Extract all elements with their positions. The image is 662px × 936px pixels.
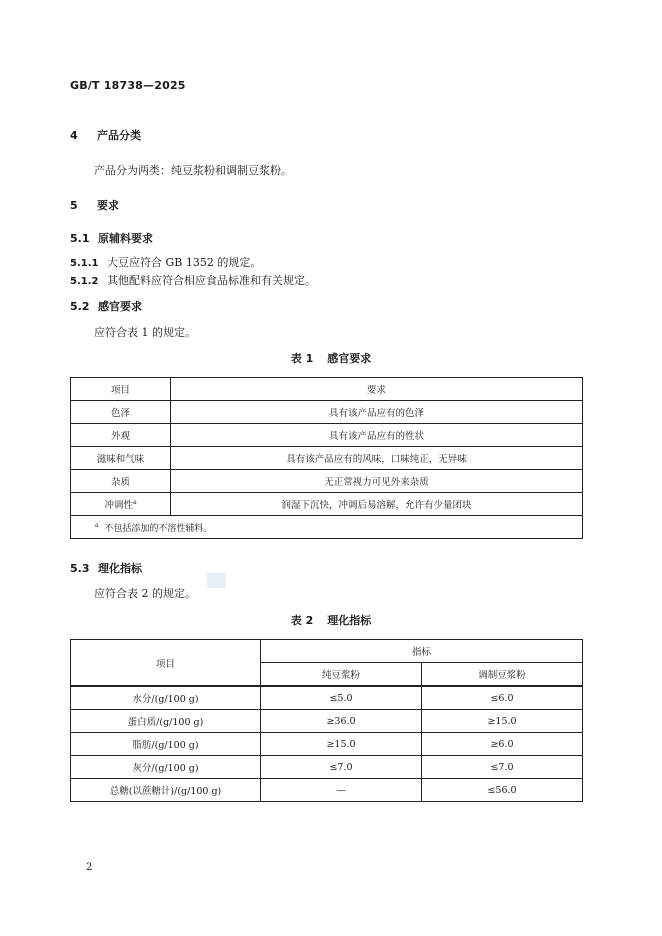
section-5-2-text: 应符合表 1 的规定。: [94, 326, 196, 339]
table-row: [71, 424, 583, 447]
section-title: 要求: [97, 199, 119, 212]
standard-code: GB/T 18738—2025: [70, 79, 186, 92]
table-row: [71, 733, 583, 756]
cell-pure: —: [261, 779, 422, 802]
table-footnote-row: [71, 516, 583, 539]
section-4-heading: [70, 127, 141, 143]
table-1-caption: [0, 350, 662, 366]
section-number: 5.1: [70, 232, 90, 245]
cell-mixed: ≤6.0: [422, 686, 583, 710]
table-row: [71, 686, 583, 710]
cell-requirement: 具有该产品应有的色泽: [171, 401, 583, 424]
cell-pure: ≥15.0: [261, 733, 422, 756]
table-row: [71, 756, 583, 779]
cell-pure: ≤5.0: [261, 686, 422, 710]
cell-item: 总糖(以蔗糖计)/(g/100 g): [71, 779, 261, 802]
cell-item: 灰分/(g/100 g): [71, 756, 261, 779]
header-cell-item: 项目: [71, 378, 171, 401]
footnote-marker: a: [132, 498, 137, 506]
cell-pure: ≥36.0: [261, 710, 422, 733]
cell-item: 色泽: [71, 401, 171, 424]
header-cell-mixed: 调制豆浆粉: [422, 663, 583, 687]
table-header-row: [71, 378, 583, 401]
cell-item: 杂质: [71, 470, 171, 493]
cell-requirement: 具有该产品应有的性状: [171, 424, 583, 447]
section-5-3-heading: [70, 560, 142, 576]
section-5-heading: [70, 197, 119, 213]
cell-mixed: ≥15.0: [422, 710, 583, 733]
table-row: [71, 401, 583, 424]
cell-requirement: 润湿下沉快，冲调后易溶解，允许有少量团块: [171, 493, 583, 516]
footnote-marker: a: [95, 521, 99, 529]
clause-5-1-2: [70, 272, 316, 288]
section-5-2-heading: [70, 298, 142, 314]
footnote-text: 不包括添加的不溶性辅料。: [104, 523, 213, 534]
table-1-sensory: [70, 377, 583, 539]
section-number: 5.3: [70, 562, 90, 575]
item-text: 冲调性: [104, 500, 133, 511]
section-title: 理化指标: [98, 562, 142, 575]
clause-number: 5.1.2: [70, 276, 99, 287]
cell-requirement: 具有该产品应有的风味，口味纯正，无异味: [171, 447, 583, 470]
table-row: [71, 447, 583, 470]
cell-pure: ≤7.0: [261, 756, 422, 779]
section-5-1-heading: [70, 230, 153, 246]
table-row: [71, 493, 583, 516]
section-number: 5.2: [70, 300, 90, 313]
section-number: 4: [70, 129, 78, 142]
table-label: 表 2: [290, 614, 314, 627]
section-title: 原辅料要求: [98, 232, 153, 245]
header-cell-index: 指标: [261, 640, 583, 663]
table-row: [71, 779, 583, 802]
section-title: 产品分类: [97, 129, 141, 142]
table-title: 感官要求: [327, 352, 372, 365]
cell-mixed: ≤7.0: [422, 756, 583, 779]
header-cell-requirement: 要求: [171, 378, 583, 401]
page-number: 2: [86, 862, 93, 873]
table-header-row: [71, 640, 583, 663]
table-label: 表 1: [290, 352, 314, 365]
cell-item: 蛋白质/(g/100 g): [71, 710, 261, 733]
clause-number: 5.1.1: [70, 258, 99, 269]
header-cell-pure: 纯豆浆粉: [261, 663, 422, 687]
table-2-caption: [0, 612, 662, 628]
section-5-3-text: 应符合表 2 的规定。: [94, 587, 196, 600]
section-number: 5: [70, 199, 78, 212]
section-title: 感官要求: [98, 300, 142, 313]
cell-item: [71, 493, 171, 516]
table-row: [71, 710, 583, 733]
cell-mixed: ≤56.0: [422, 779, 583, 802]
header-cell-item: 项目: [71, 640, 261, 687]
cell-item: 外观: [71, 424, 171, 447]
table-row: [71, 470, 583, 493]
cell-item: 水分/(g/100 g): [71, 686, 261, 710]
clause-5-1-1: [70, 254, 261, 270]
clause-text: 其他配料应符合相应食品标准和有关规定。: [107, 274, 316, 287]
cell-mixed: ≥6.0: [422, 733, 583, 756]
table-2-physicochemical: [70, 639, 583, 802]
table-footnote: [71, 516, 583, 539]
table-title: 理化指标: [327, 614, 372, 627]
clause-text: 大豆应符合 GB 1352 的规定。: [107, 256, 262, 269]
cell-requirement: 无正常视力可见外来杂质: [171, 470, 583, 493]
cell-item: 脂肪/(g/100 g): [71, 733, 261, 756]
cell-item: 滋味和气味: [71, 447, 171, 470]
section-4-text: 产品分为两类：纯豆浆粉和调制豆浆粉。: [94, 164, 292, 177]
watermark-logo: [207, 573, 226, 588]
